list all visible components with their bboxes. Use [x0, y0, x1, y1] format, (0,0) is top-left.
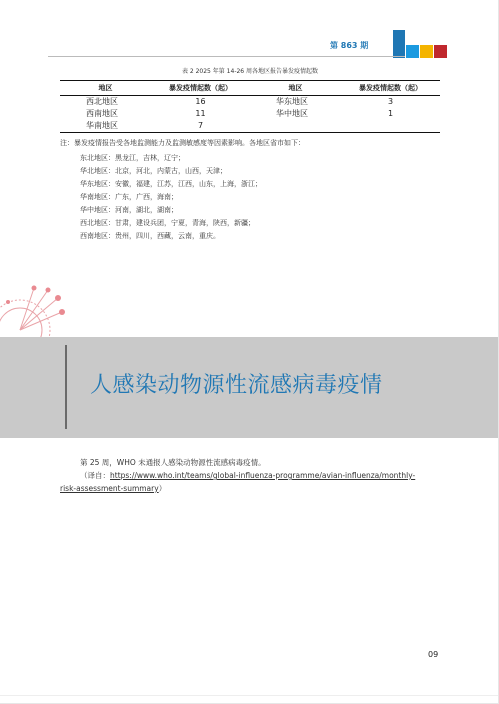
cell-region: 西北地区 [86, 97, 118, 106]
bottom-divider [0, 695, 499, 696]
cell-region: 华东地区 [275, 97, 308, 106]
header-region-1: 地区 [60, 81, 151, 96]
region-item: 西北地区：甘肃，建设兵团，宁夏，青海，陕西，新疆； [80, 219, 255, 227]
region-item: 华北地区：北京，河北，内蒙古，山西，天津； [80, 167, 227, 175]
brand-block-blue [393, 30, 405, 58]
section-title: 人感染动物源性流感病毒疫情 [90, 373, 383, 398]
brand-block-yellow [420, 45, 433, 58]
header-region-2: 地区 [250, 81, 341, 96]
region-item: 华东地区：安徽，福建，江苏，江西，山东，上海，浙江； [80, 180, 262, 188]
header-divider [48, 56, 405, 57]
cell-count: 1 [387, 109, 394, 118]
region-item: 华南地区：广东，广西，海南； [80, 193, 178, 201]
cell-count: 7 [151, 120, 250, 133]
brand-block-lightblue [406, 45, 419, 58]
table-note: 注：暴发疫情报告受各地监测能力及监测敏感度等因素影响。各地区省市如下： [60, 139, 305, 147]
cell-count: 3 [387, 97, 394, 106]
source-link[interactable]: https://www.who.int/teams/global-influenza-programme/avian-influenza/monthly- [110, 471, 416, 480]
source-suffix: ） [158, 484, 167, 493]
source-prefix: （译自： [80, 471, 110, 480]
cell-region [250, 120, 341, 133]
region-item: 东北地区：黑龙江，吉林，辽宁； [80, 154, 185, 162]
region-list [80, 152, 460, 243]
header-count-2: 暴发疫情起数（起） [341, 81, 440, 96]
body-paragraph: 第 25 周，WHO 未通报人感染动物源性流感病毒疫情。 [80, 458, 266, 467]
source-line-cont [60, 482, 450, 495]
cell-region: 华中地区 [275, 109, 308, 118]
table-row [60, 120, 440, 133]
header-count-1: 暴发疫情起数（起） [151, 81, 250, 96]
issue-number: 第 863 期 [330, 41, 369, 50]
cell-region: 华南地区 [60, 120, 151, 133]
outbreak-table [60, 80, 440, 133]
table-row [60, 96, 440, 109]
section-banner [0, 337, 499, 438]
region-item: 华中地区：河南，湖北，湖南； [80, 206, 178, 214]
cell-count: 16 [195, 97, 206, 106]
brand-color-blocks [393, 28, 453, 58]
cell-count: 11 [195, 109, 206, 118]
section-body [60, 456, 450, 495]
table-caption: 表 2 2025 年第 14-26 周各地区报告暴发疫情起数 [181, 68, 319, 75]
banner-accent-bar [65, 345, 67, 429]
cell-count [341, 120, 440, 133]
table-row [60, 108, 440, 120]
region-item: 西南地区：贵州，四川，西藏，云南，重庆。 [80, 232, 220, 240]
source-link-cont[interactable]: risk-assessment-summary [60, 484, 159, 493]
brand-block-red [434, 45, 447, 58]
page-number: 09 [428, 650, 439, 659]
virus-illustration [0, 268, 100, 348]
table-header-row [60, 81, 440, 96]
source-line [60, 469, 450, 482]
cell-region: 西南地区 [86, 109, 118, 118]
